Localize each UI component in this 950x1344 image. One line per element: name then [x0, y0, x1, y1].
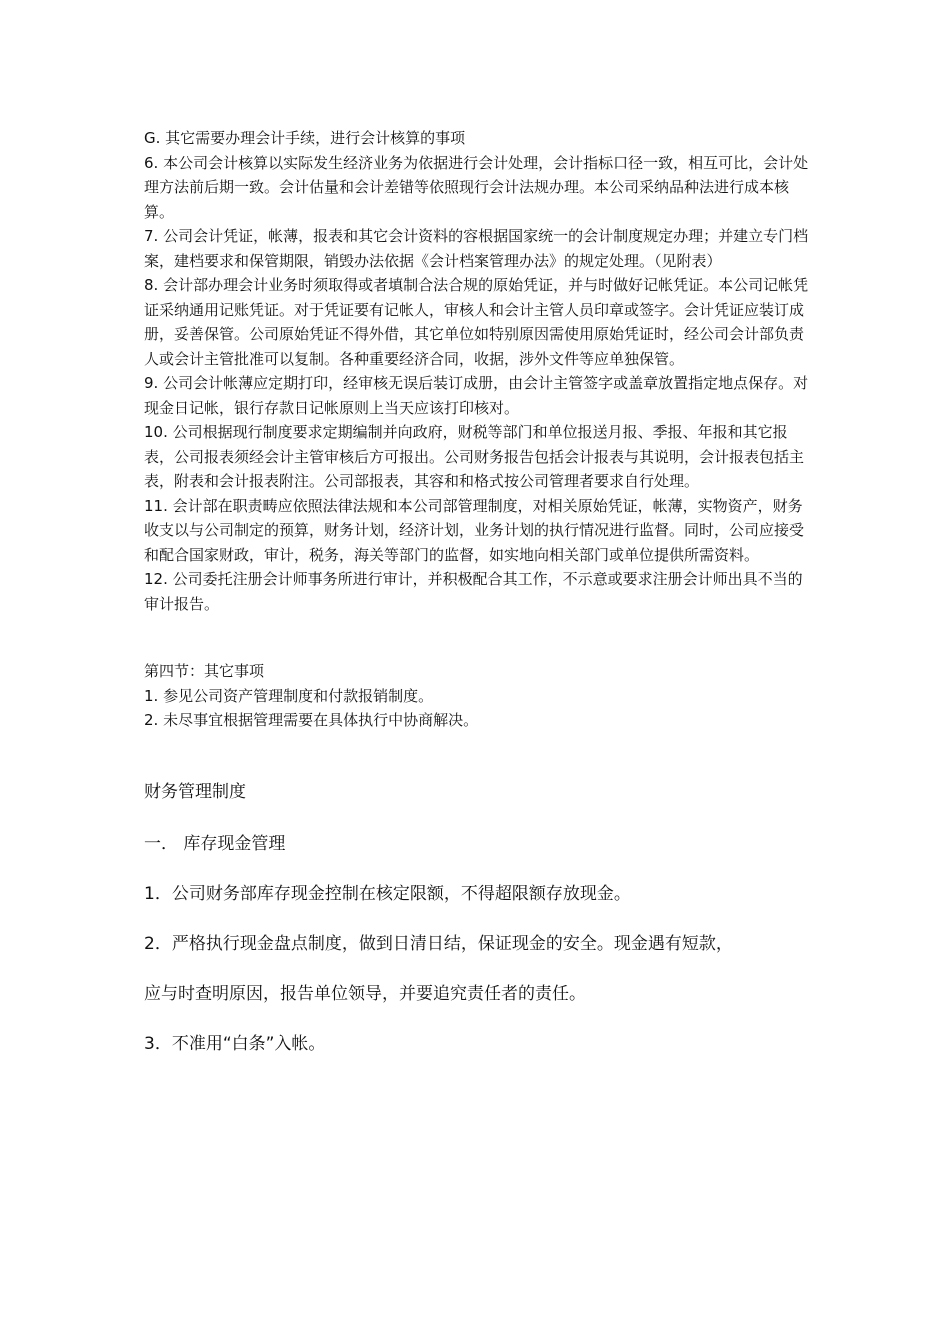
paragraph-8: 8. 会计部办理会计业务时须取得或者填制合法合规的原始凭证，并与时做好记帐凭证。本公司记帐凭证采纳通用记账凭证。对于凭证要有记帐人，审核人和会计主管人员印章或签字。会计凭证应装订成册，妥善保管。公司原始凭证不得外借，其它单位如特别原因需使用原始凭证时，经公司会计部负责人或会计主管批准可以复制。各种重要经济合同，收据，涉外文件等应单独保管。 — [144, 276, 809, 368]
section-title: 第四节：其它事项 — [144, 662, 265, 680]
section-heading: 一． 库存现金管理 — [144, 833, 286, 854]
paragraph-6: 6. 本公司会计核算以实际发生经济业务为依据进行会计处理，会计指标口径一致，相互可比，会计处理方法前后期一致。会计估量和会计差错等依照现行会计法规办理。本公司采纳品种法进行成本核算。 — [144, 153, 809, 221]
list-item: 1．公司财务部库存现金控制在核定限额，不得超限额存放现金。 — [144, 883, 631, 904]
finance-section — [144, 780, 809, 1056]
list-item: 3．不准用“白条”入帐。 — [144, 1033, 326, 1054]
section3-body — [144, 126, 809, 616]
document-page — [144, 126, 809, 1056]
section4 — [144, 659, 809, 733]
paragraph-11: 11. 会计部在职责畴应依照法律法规和本公司部管理制度，对相关原始凭证，帐薄，实物资产，财务收支以与公司制定的预算，财务计划，经济计划，业务计划的执行情况进行监督。同时，公司应接受和配合国家财政，审计，税务，海关等部门的监督，如实地向相关部门或单位提供所需资料。 — [144, 496, 805, 564]
list-item: 1. 参见公司资产管理制度和付款报销制度。 — [144, 686, 434, 705]
paragraph-7: 7. 公司会计凭证，帐薄，报表和其它会计资料的容根据国家统一的会计制度规定办理；并建立专门档案，建档要求和保管期限，销毁办法依据《会计档案管理办法》的规定处理。（见附表） — [144, 227, 809, 270]
list-item: 2. 未尽事宜根据管理需要在具体执行中协商解决。 — [144, 711, 479, 729]
document-title: 财务管理制度 — [144, 781, 246, 802]
paragraph-10: 10. 公司根据现行制度要求定期编制并向政府，财税等部门和单位报送月报、季报、年报和其它报表，公司报表须经会计主管审核后方可报出。公司财务报告包括会计报表与其说明，会计报表包括主表，附表和会计报表附注。公司部报表，其容和和格式按公司管理者要求自行处理。 — [144, 423, 805, 490]
paragraph-9: 9. 公司会计帐薄应定期打印，经审核无误后装订成册，由会计主管签字或盖章放置指定地点保存。对现金日记帐，银行存款日记帐原则上当天应该打印核对。 — [144, 374, 809, 417]
list-item: 2．严格执行现金盘点制度，做到日清日结，保证现金的安全。现金遇有短款， — [144, 933, 733, 954]
paragraph-12: 12. 公司委托注册会计师事务所进行审计，并积极配合其工作，不示意或要求注册会计师出具不当的审计报告。 — [144, 570, 803, 613]
list-item: 应与时查明原因，报告单位领导，并要追究责任者的责任。 — [144, 983, 586, 1004]
paragraph-g: G. 其它需要办理会计手续，进行会计核算的事项 — [144, 129, 466, 147]
